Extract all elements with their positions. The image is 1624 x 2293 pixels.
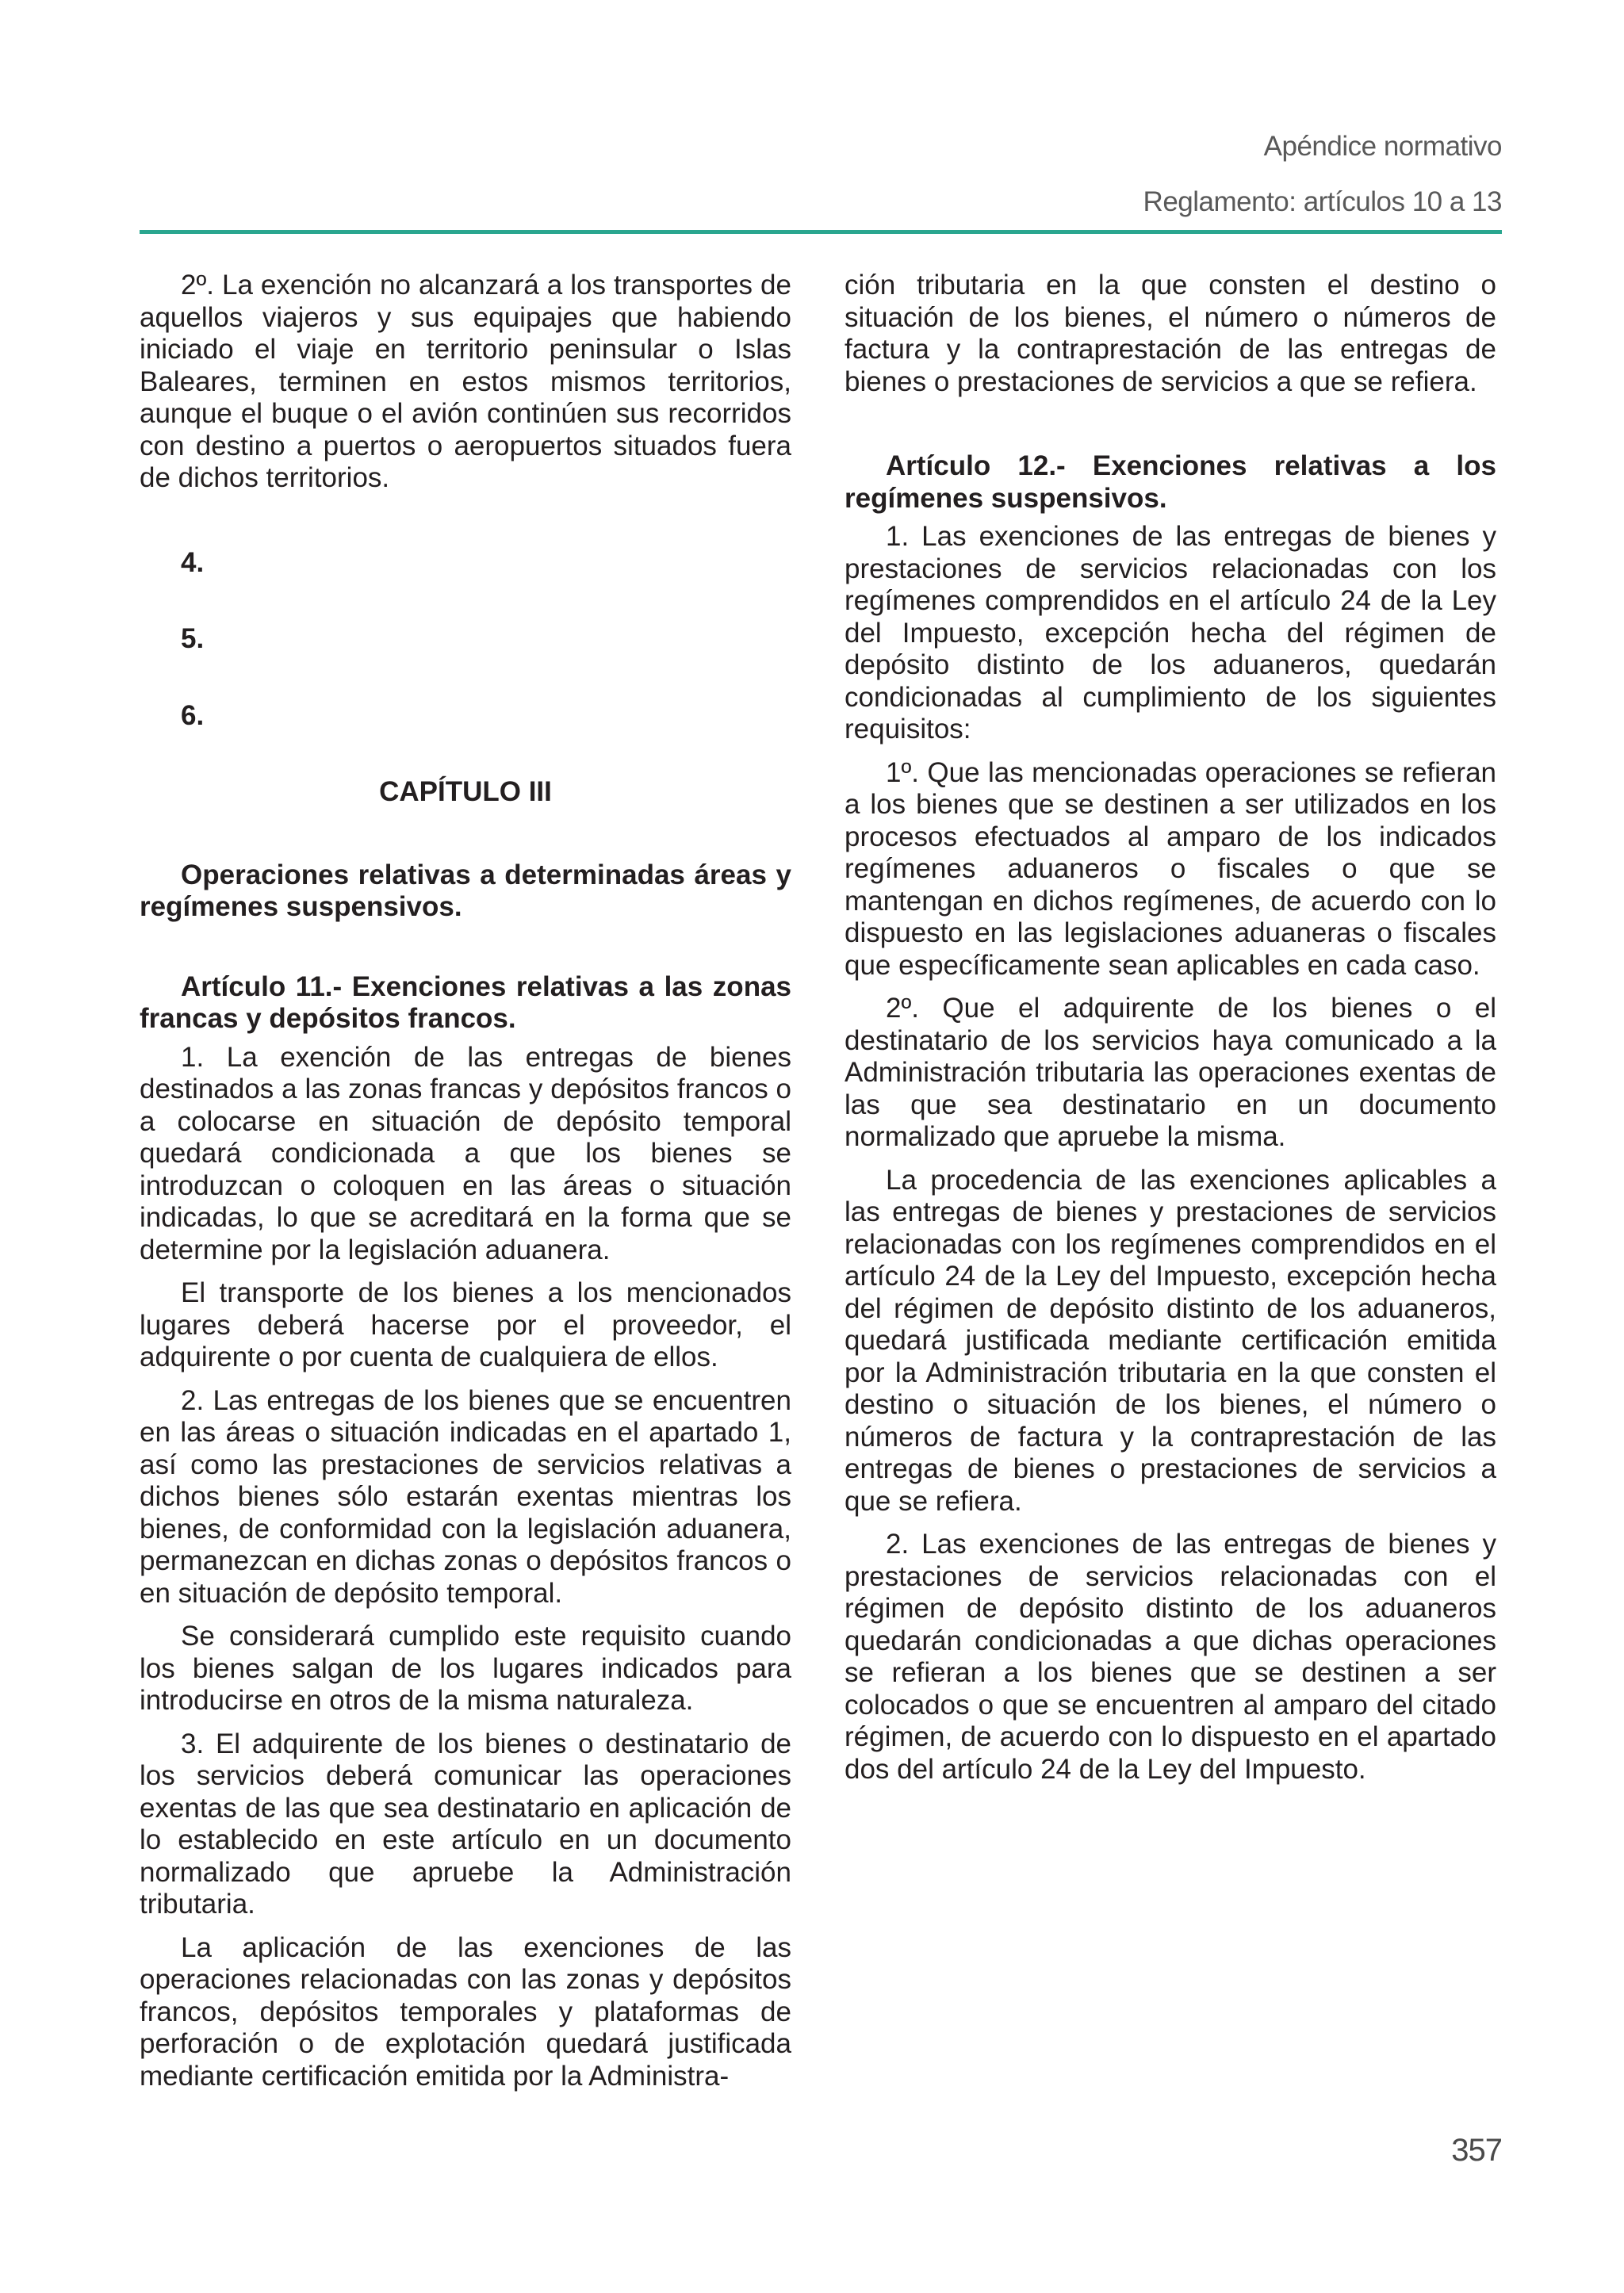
paragraph: 1. Las exenciones de las entregas de bienes y prestaciones de servicios relacionadas con los regímenes comprendidos en el artículo 24 de la Ley del Impuesto, excepción hecha del régimen de depósito distinto de los aduaneros, quedarán condicionadas al cumplimiento de los siguientes requisitos: [845,521,1496,745]
header-section-title: Apéndice normativo [1263,131,1502,162]
page-number: 357 [1451,2133,1502,2168]
header-rule [140,230,1502,234]
paragraph: 1º. Que las mencionadas operaciones se refieran a los bienes que se destinen a ser utilizados en los procesos efectuados al amparo de los indicados regímenes aduaneros o fiscales o que se mantengan en dichos regímenes, de acuerdo con lo dispuesto en las legislaciones aduaneras o fiscales que específicamente sean aplicables en cada caso. [845,756,1496,981]
paragraph: 1. La exención de las entregas de bienes destinados a las zonas francas y depósitos francos o a colocarse en situación de depósito temporal quedará condicionada a que los bienes se introduzcan o coloquen en las áreas o situación indicadas, lo que se acreditará en la forma que se determine por la legislación aduanera. [140,1041,791,1265]
article-12-title: Artículo 12.- Exenciones relativas a los regímenes suspensivos. [845,450,1496,514]
paragraph: La aplicación de las exenciones de las operaciones relacionadas con las zonas y depósitos francos, depósitos temporales y plataformas de perforación o de explotación quedará justificada mediante certificación emitida por la Administra- [140,1931,791,2092]
chapter-title: Operaciones relativas a determinadas áreas y regímenes suspensivos. [140,859,791,922]
paragraph: Se considerará cumplido este requisito cuando los bienes salgan de los lugares indicados para introducirse en otros de la misma naturaleza. [140,1621,791,1716]
spacer [140,930,791,971]
paragraph: 2. Las entregas de los bienes que se encuentren en las áreas o situación indicadas en el apartado 1, así como las prestaciones de servicios relativas a dichos bienes sólo estarán exentas mientras los bienes, de conformidad con la legislación aduanera, permanezcan en dichas zonas o depósitos francos o en situación de depósito temporal. [140,1384,791,1609]
article-11-title: Artículo 11.- Exenciones relativas a las zonas francas y depósitos francos. [140,970,791,1034]
spacer [845,409,1496,450]
spacer [140,506,791,547]
paragraph: 3. El adquirente de los bienes o destinatario de los servicios deberá comunicar las operaciones exentas de las que sea destinatario en aplicación de lo establecido en este artículo en un documento normalizado que apruebe la Administración tributaria. [140,1728,791,1920]
paragraph: 2º. La exención no alcanzará a los transportes de aquellos viajeros y sus equipajes que habiendo iniciado el viaje en territorio peninsular o Islas Baleares, terminen en estos mismos territorios, aunque el buque o el avión continúen sus recorridos con destino a puertos o aeropuertos situados fuera de dichos territorios. [140,270,791,493]
header-subsection-title: Reglamento: artículos 10 a 13 [1143,186,1502,217]
paragraph: La procedencia de las exenciones aplicables a las entregas de bienes y prestaciones de servicios relacionadas con los regímenes comprendidos en el artículo 24 de la Ley del Impuesto, excepción hecha del régimen de depósito distinto de los aduaneros, quedará justificada mediante certificación emitida por la Administración tributaria en la que consten el destino o situación de los bienes, el número o números de factura y la contraprestación de las entregas de bienes o prestaciones de servicios a que se refiera. [845,1164,1496,1517]
chapter-heading: CAPÍTULO III [379,776,552,807]
paragraph: El transporte de los bienes a los mencionados lugares deberá hacerse por el proveedor, el adquirente o por cuenta de cualquiera de ellos. [140,1277,791,1372]
right-column [845,270,1496,1797]
running-header [140,0,1502,238]
item-number-4: 4. [181,546,205,578]
item-number-6: 6. [181,699,205,731]
paragraph: 2º. Que el adquirente de los bienes o el destinatario de los servicios haya comunicado a la Administración tributaria las operaciones exentas de las que sea destinatario en un documento normalizado que apruebe la misma. [845,993,1496,1152]
paragraph-continued: ción tributaria en la que consten el destino o situación de los bienes, el número o números de factura y la contraprestación de las entregas de bienes o prestaciones de servicios a que se refiera. [845,270,1496,397]
left-column [140,270,791,2104]
paragraph: 2. Las exenciones de las entregas de bienes y prestaciones de servicios relacionadas con el régimen de depósito distinto de los aduaneros quedarán condicionadas a que dichas operaciones se refieran a los bienes que se destinen a ser colocados o que se encuentren al amparo del citado régimen, de acuerdo con lo dispuesto en el apartado dos del artículo 24 de la Ley del Impuesto. [845,1529,1496,1785]
item-number-5: 5. [181,623,205,654]
